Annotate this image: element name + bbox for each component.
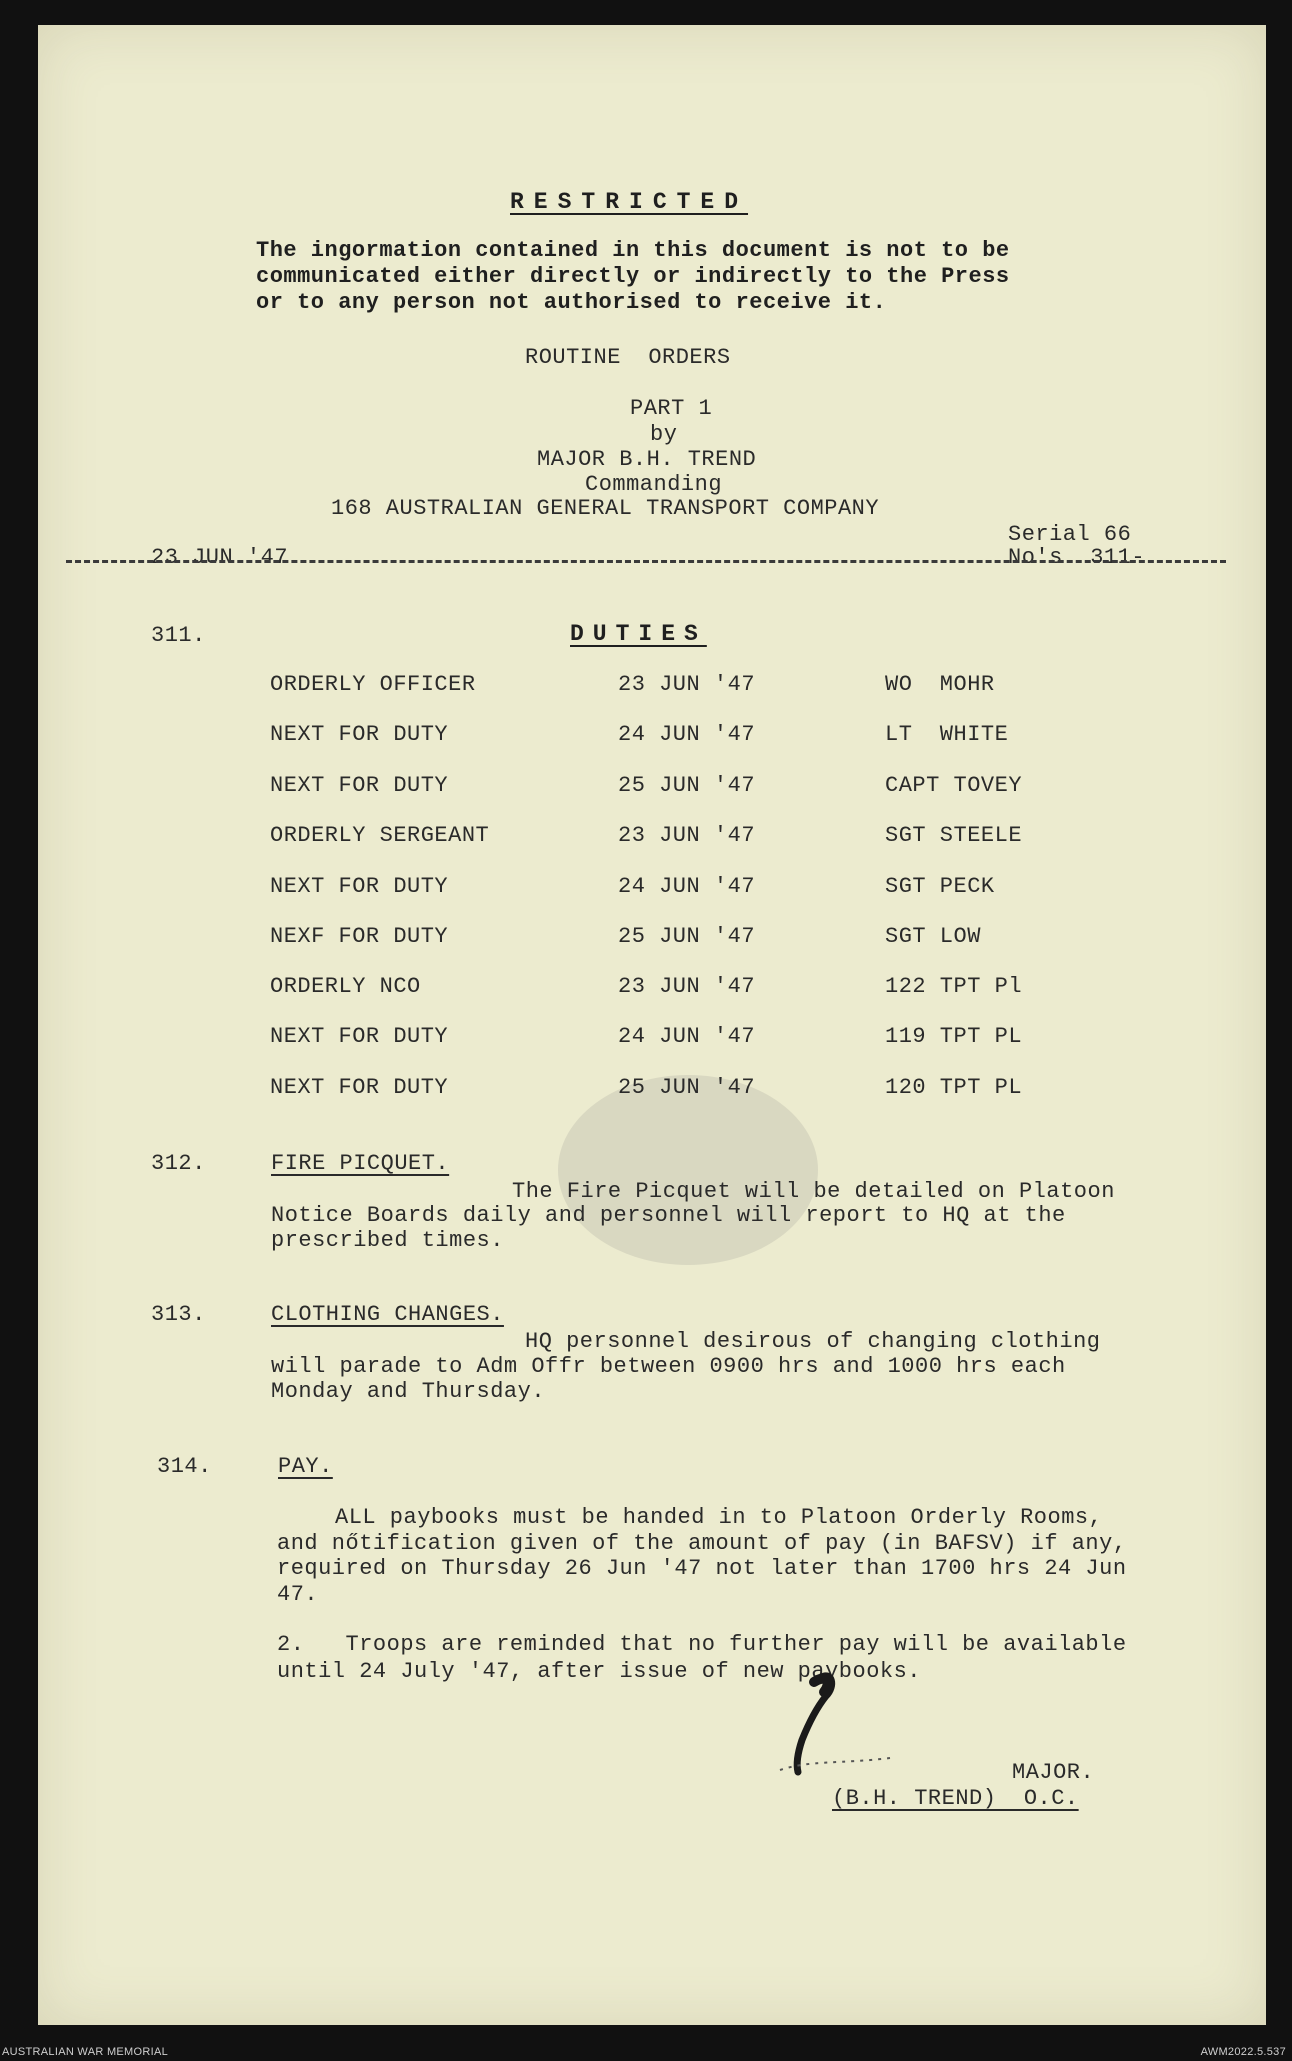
duty-role: NEXT FOR DUTY [270,773,449,798]
section-number-311: 311. [151,623,206,648]
duty-date: 24 JUN '47 [618,722,756,747]
order-date: 23 JUN '47 [151,545,289,570]
notice-line-3: or to any person not authorised to receive it. [256,290,887,315]
section-number-314: 314. [157,1454,212,1479]
handwritten-signature [740,1660,900,1780]
duty-role: ORDERLY SERGEANT [270,823,490,848]
fire-picquet-line-1: The Fire Picquet will be detailed on Platoon [512,1179,1115,1204]
duty-date: 25 JUN '47 [618,1075,756,1100]
duty-role: NEXT FOR DUTY [270,1024,449,1049]
duty-role: ORDERLY OFFICER [270,672,476,697]
duty-role: NEXT FOR DUTY [270,874,449,899]
pay-para1-line-1: ALL paybooks must be handed in to Platoon Orderly Rooms, [335,1505,1103,1530]
duty-date: 24 JUN '47 [618,1024,756,1049]
fire-picquet-heading: FIRE PICQUET. [271,1151,450,1176]
clothing-heading: CLOTHING CHANGES. [271,1302,504,1327]
duty-date: 25 JUN '47 [618,924,756,949]
signatory-rank: MAJOR. [1012,1760,1095,1785]
duty-date: 25 JUN '47 [618,773,756,798]
officer-name: MAJOR B.H. TREND [537,447,757,472]
duty-person: WO MOHR [885,672,995,697]
duty-person: 122 TPT Pl [885,974,1023,999]
duty-person: 119 TPT PL [885,1024,1023,1049]
classification-heading: RESTRICTED [510,189,749,215]
pay-heading: PAY. [278,1454,333,1479]
duty-role: NEXT FOR DUTY [270,722,449,747]
paper-smudge [558,1075,818,1265]
clothing-line-1: HQ personnel desirous of changing clothing [525,1329,1101,1354]
header-divider [66,560,1226,563]
duty-role: NEXT FOR DUTY [270,1075,449,1100]
duty-date: 23 JUN '47 [618,672,756,697]
duty-role: ORDERLY NCO [270,974,421,999]
pay-para2-line-1: 2. Troops are reminded that no further pay will be available [277,1632,1127,1657]
signatory-name: (B.H. TREND) O.C. [832,1786,1079,1811]
notice-line-1: The ingormation contained in this document is not to be [256,238,1010,263]
clothing-line-3: Monday and Thursday. [271,1379,546,1404]
commanding-label: Commanding [585,472,723,497]
duty-date: 23 JUN '47 [618,823,756,848]
duties-heading: DUTIES [570,621,707,647]
by-label: by [650,422,678,447]
clothing-line-2: will parade to Adm Offr between 0900 hrs and 1000 hrs each [271,1354,1066,1379]
duty-person: LT WHITE [885,722,1009,747]
pay-para1-line-4: 47. [277,1582,319,1607]
pay-para1-line-2: and nőtification given of the amount of pay (in BAFSV) if any, [277,1531,1127,1556]
footer-institution: AUSTRALIAN WAR MEMORIAL [2,2046,169,2058]
notice-line-2: communicated either directly or indirectly to the Press [256,264,1010,289]
section-number-312: 312. [151,1151,206,1176]
pay-para2-line-2: until 24 July '47, after issue of new paybooks. [277,1659,922,1684]
footer-accession-number: AWM2022.5.537 [1200,2046,1286,2058]
duty-person: SGT LOW [885,924,981,949]
part-label: PART 1 [630,396,713,421]
duty-role: NEXF FOR DUTY [270,924,449,949]
fire-picquet-line-2: Notice Boards daily and personnel will report to HQ at the [271,1203,1066,1228]
duty-person: CAPT TOVEY [885,773,1023,798]
duty-date: 24 JUN '47 [618,874,756,899]
duty-person: SGT STEELE [885,823,1023,848]
section-number-313: 313. [151,1302,206,1327]
duty-person: SGT PECK [885,874,995,899]
duty-date: 23 JUN '47 [618,974,756,999]
unit-name: 168 AUSTRALIAN GENERAL TRANSPORT COMPANY [331,496,880,521]
document-title: ROUTINE ORDERS [525,345,731,370]
duty-person: 120 TPT PL [885,1075,1023,1100]
order-numbers: No's 311- [1008,545,1146,570]
fire-picquet-line-3: prescribed times. [271,1228,504,1253]
serial-number: Serial 66 [1008,522,1132,547]
pay-para1-line-3: required on Thursday 26 Jun '47 not later than 1700 hrs 24 Jun [277,1556,1127,1581]
